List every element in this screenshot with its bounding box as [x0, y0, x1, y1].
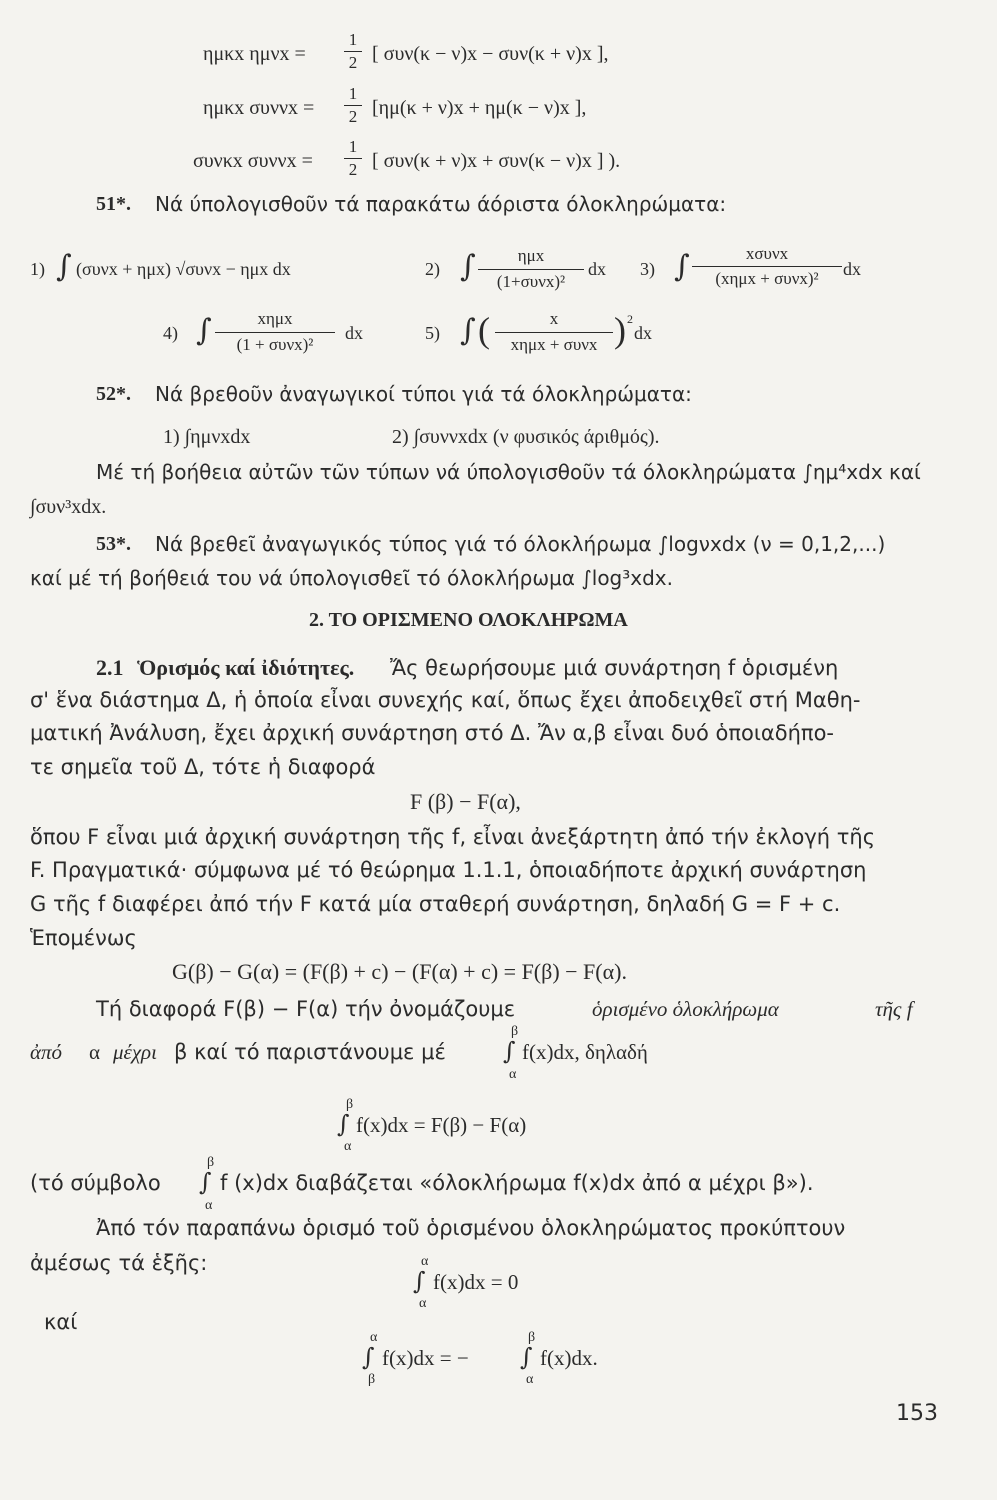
integral-sign: ∫ [674, 249, 690, 284]
exercise-52-item-2: 2) ∫συννxdx (ν φυσικός άριθμός). [392, 426, 660, 448]
exponent-two: 2 [627, 312, 633, 326]
paragraph-5-line-1: Ἀπό τόν παραπάνω ὁρισμό τοῦ ὁρισμένου ὁλοκληρώματος προκύπτουν [96, 1216, 846, 1240]
integral-sign: ∫ [520, 1343, 533, 1371]
page-number: 153 [896, 1401, 938, 1426]
formula-1-right: [ συν(κ − ν)x − συν(κ + ν)x ], [372, 43, 609, 65]
paragraph-5-line-2: ἀμέσως τά ἑξῆς: [30, 1251, 208, 1275]
fraction-bar [692, 266, 842, 267]
exercise-53-line-2: καί μέ τή βοήθειά του νά ύπολογισθεῖ τό όλοκλήρωμα ∫log³xdx. [30, 566, 673, 590]
exercise-52-text: Νά βρεθοῦν ἀναγωγικοί τύποι γιά τά όλοκληρώματα: [155, 382, 692, 406]
exercise-51-number: 51*. [96, 193, 131, 215]
lower-limit: α [526, 1372, 534, 1387]
fraction-bar [495, 332, 613, 333]
lower-limit: α [419, 1296, 427, 1311]
section-heading: 2. ΤΟ ΟΡΙΣΜΕΝΟ ΟΛΟΚΛΗΡΩΜΑ [309, 609, 628, 631]
fraction-bar [478, 269, 584, 270]
paragraph-3-line-2-e: f(x)dx, δηλαδή [522, 1040, 648, 1064]
paragraph-2-line-4: Ἑπομένως [30, 926, 137, 950]
paragraph-2-line-2: F. Πραγματικά· σύμφωνα μέ τό θεώρημα 1.1.1, ὁποιαδήποτε ἀρχική συνάρτηση [30, 858, 867, 882]
half-denominator: 2 [348, 160, 358, 179]
integral-sign: ∫ [199, 1168, 212, 1196]
subsection-title: Ὁρισμός καί ἰδιότητες. [137, 655, 355, 680]
paragraph-3-line-2-d: β καί τό παριστάνουμε μέ [174, 1040, 446, 1064]
paragraph-4-a: (τό σύμβολο [30, 1171, 161, 1195]
formula-2-left: ημκx συννx = [203, 97, 315, 119]
integral-sign: ∫ [337, 1110, 350, 1138]
half-denominator: 2 [348, 53, 358, 72]
left-paren: ( [478, 310, 490, 350]
integral-2-dx: dx [588, 259, 606, 279]
fraction-bar [344, 105, 362, 106]
paragraph-1-line-3: ματική Ἀνάλυση, ἔχει ἀρχική συνάρτηση στό Δ. Ἄν α,β εἶναι δυό ὁποιαδήπο- [30, 721, 834, 745]
paragraph-2-line-1: ὅπου F εἶναι μιά ἀρχική συνάρτηση τῆς f, εἶναι ἀνεξάρτητη ἀπό τήν ἐκλογή τῆς [30, 825, 876, 849]
upper-limit: β [511, 1024, 519, 1039]
upper-limit: β [207, 1155, 215, 1170]
integral-5-label: 5) [425, 323, 440, 343]
upper-limit: α [370, 1330, 378, 1345]
paragraph-1-line-1: Ἄς θεωρήσουμε μιά συνάρτηση f ὁρισμένη [390, 656, 839, 680]
exercise-53-line-1: Νά βρεθεῖ ἀναγωγικός τύπος γιά τό όλοκλήρωμα ∫logνxdx (ν = 0,1,2,...) [155, 532, 886, 556]
integral-4-dx: dx [345, 323, 363, 343]
exercise-51-text: Νά ύπολογισθοῦν τά παρακάτω άόριστα όλοκληρώματα: [155, 192, 727, 216]
half-denominator: 2 [348, 107, 358, 126]
exercise-52-item-1: 1) ∫ημνxdx [163, 426, 251, 448]
integral-4-label: 4) [163, 323, 178, 343]
fraction-bar [344, 158, 362, 159]
integral-sign: ∫ [503, 1037, 516, 1065]
integral-3-numerator: xσυνx [745, 244, 789, 263]
lower-limit: α [344, 1139, 352, 1154]
equation-swap-left: f(x)dx = − [382, 1346, 469, 1370]
equation-zero: f(x)dx = 0 [433, 1270, 519, 1294]
word-alpha: α [89, 1040, 101, 1064]
formula-3-left: συνκx συννx = [193, 150, 313, 172]
paragraph-1-line-4: τε σημεῖα τοῦ Δ, τότε ἡ διαφορά [30, 755, 376, 779]
exercise-53-number: 53*. [96, 533, 131, 555]
right-paren: ) [614, 310, 626, 350]
equation-G-difference: G(β) − G(α) = (F(β) + c) − (F(α) + c) = F(β) − F(α). [172, 959, 627, 984]
integral-sign: ∫ [460, 249, 476, 284]
exercise-52-line-2: Μέ τή βοήθεια αὐτῶν τῶν τύπων νά ύπολογισθοῦν τά όλοκληρώματα ∫ημ⁴xdx καί [96, 460, 921, 484]
formula-1-left: ημκx ημνx = [203, 43, 306, 65]
integral-sign: ∫ [196, 313, 212, 348]
upper-limit: β [346, 1097, 354, 1112]
integral-sign: ∫ [362, 1343, 375, 1371]
integral-4-numerator: xημx [257, 309, 293, 328]
integral-sign: ∫ [56, 249, 72, 284]
integral-2-label: 2) [425, 259, 440, 279]
equation-swap-right: f(x)dx. [540, 1346, 598, 1370]
paragraph-4-b: f (x)dx διαβάζεται «όλοκλήρωμα f(x)dx ἀπό α μέχρι β»). [220, 1171, 814, 1195]
integral-5-numerator: x [549, 309, 559, 328]
half-numerator: 1 [348, 30, 358, 49]
integral-2-denominator: (1+συνx)² [496, 272, 566, 291]
integral-1-body: (συνx + ημx) √συνx − ημx dx [76, 259, 291, 279]
integral-sign: ∫ [413, 1267, 426, 1295]
integral-1-label: 1) [30, 259, 45, 279]
integral-5-dx: dx [634, 323, 652, 343]
lower-limit: α [509, 1067, 517, 1082]
integral-4-denominator: (1 + συνx)² [236, 335, 314, 354]
integral-3-denominator: (xημx + συνx)² [715, 269, 819, 288]
paragraph-2-line-3: G τῆς f διαφέρει ἀπό τήν F κατά μία σταθερή συνάρτηση, δηλαδή G = F + c. [30, 892, 841, 916]
fraction-bar [215, 332, 335, 333]
paragraph-3-line-1-a: Τή διαφορά F(β) − F(α) τήν ὀνομάζουμε [96, 997, 516, 1021]
formula-2-right: [ημ(κ + ν)x + ημ(κ − ν)x ], [372, 97, 587, 119]
upper-limit: α [421, 1254, 429, 1269]
word-and: καί [44, 1310, 78, 1334]
paragraph-1-line-2: σ' ἕνα διάστημα Δ, ἡ ὁποία εἶναι συνεχής καί, ὅπως ἔχει ἀποδειχθεῖ στή Μαθη- [30, 688, 861, 712]
paragraph-3-line-1-c: τῆς f [875, 997, 913, 1021]
word-from: ἀπό [30, 1040, 63, 1064]
exercise-52-line-3: ∫συν³xdx. [30, 496, 107, 518]
equation-difference: F (β) − F(α), [410, 789, 521, 814]
upper-limit: β [528, 1330, 536, 1345]
integral-sign: ∫ [460, 313, 476, 348]
integral-3-label: 3) [640, 259, 655, 279]
integral-2-numerator: ημx [517, 246, 545, 265]
term-definite-integral: ὁρισμένο ὁλοκλήρωμα [592, 997, 779, 1021]
exercise-52-number: 52*. [96, 383, 131, 405]
half-numerator: 1 [348, 137, 358, 156]
equation-definition: f(x)dx = F(β) − F(α) [356, 1113, 527, 1137]
word-until: μέχρι [113, 1040, 157, 1064]
half-numerator: 1 [348, 84, 358, 103]
integral-5-denominator: xημx + συνx [510, 335, 598, 354]
lower-limit: β [368, 1372, 376, 1387]
lower-limit: α [205, 1198, 213, 1213]
subsection-number: 2.1 [96, 655, 124, 680]
fraction-bar [344, 51, 362, 52]
integral-3-dx: dx [843, 259, 861, 279]
formula-3-right: [ συν(κ + ν)x + συν(κ − ν)x ] ). [372, 150, 621, 172]
